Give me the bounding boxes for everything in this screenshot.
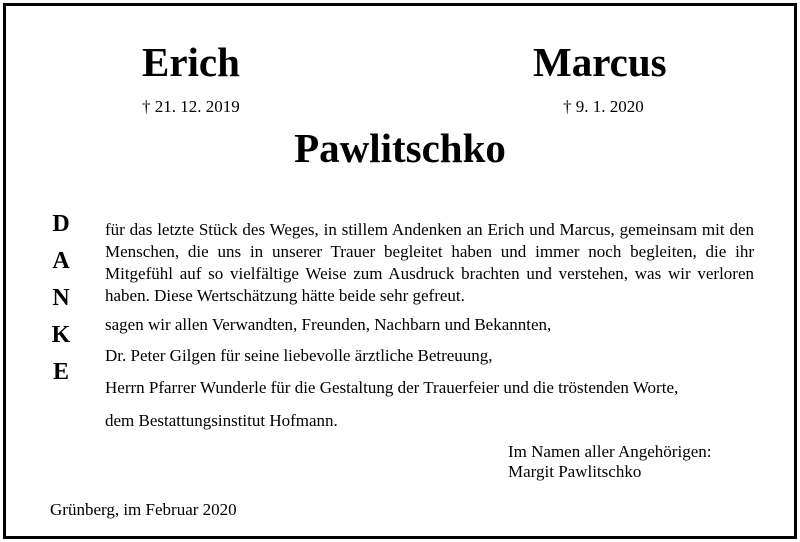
danke-letter: E: [52, 359, 69, 385]
danke-letter: A: [52, 248, 70, 274]
signature-block: [508, 442, 711, 482]
danke-letter: N: [52, 285, 70, 311]
thanks-line-doctor: Dr. Peter Gilgen für seine liebevolle ärztliche Betreuung,: [105, 346, 493, 365]
death-date-marcus: † 9. 1. 2020: [563, 97, 644, 116]
thanks-line-relatives: sagen wir allen Verwandten, Freunden, Nachbarn und Bekannten,: [105, 315, 552, 334]
danke-letter: K: [51, 322, 71, 348]
signature-line-relatives: Im Namen aller Angehörigen:: [508, 442, 712, 461]
first-name-erich: Erich: [142, 39, 240, 85]
intro-paragraph: für das letzte Stück des Weges, in stillem Andenken an Erich und Marcus, gemeinsam mit den Menschen, die uns in unserer Trauer begleitet haben und immer noch begleiten, die ihr Mitgefühl auf so vielfältige Weise zum Ausdruck brachten und verstehen, was wir verloren haben. Diese Wertschätzung hätte beide sehr gefreut.: [105, 220, 754, 305]
place-and-date: Grünberg, im Februar 2020: [50, 500, 237, 519]
thanks-line-funeral-home: dem Bestattungsinstitut Hofmann.: [105, 411, 338, 430]
first-name-marcus: Marcus: [533, 39, 667, 85]
danke-letter: D: [52, 211, 70, 237]
family-surname: Pawlitschko: [294, 125, 506, 171]
signature-name: Margit Pawlitschko: [508, 462, 642, 481]
danke-vertical-word: [51, 212, 71, 397]
death-date-erich: † 21. 12. 2019: [142, 97, 240, 116]
thanks-line-pastor: Herrn Pfarrer Wunderle für die Gestaltung der Trauerfeier und die tröstenden Worte,: [105, 378, 679, 397]
